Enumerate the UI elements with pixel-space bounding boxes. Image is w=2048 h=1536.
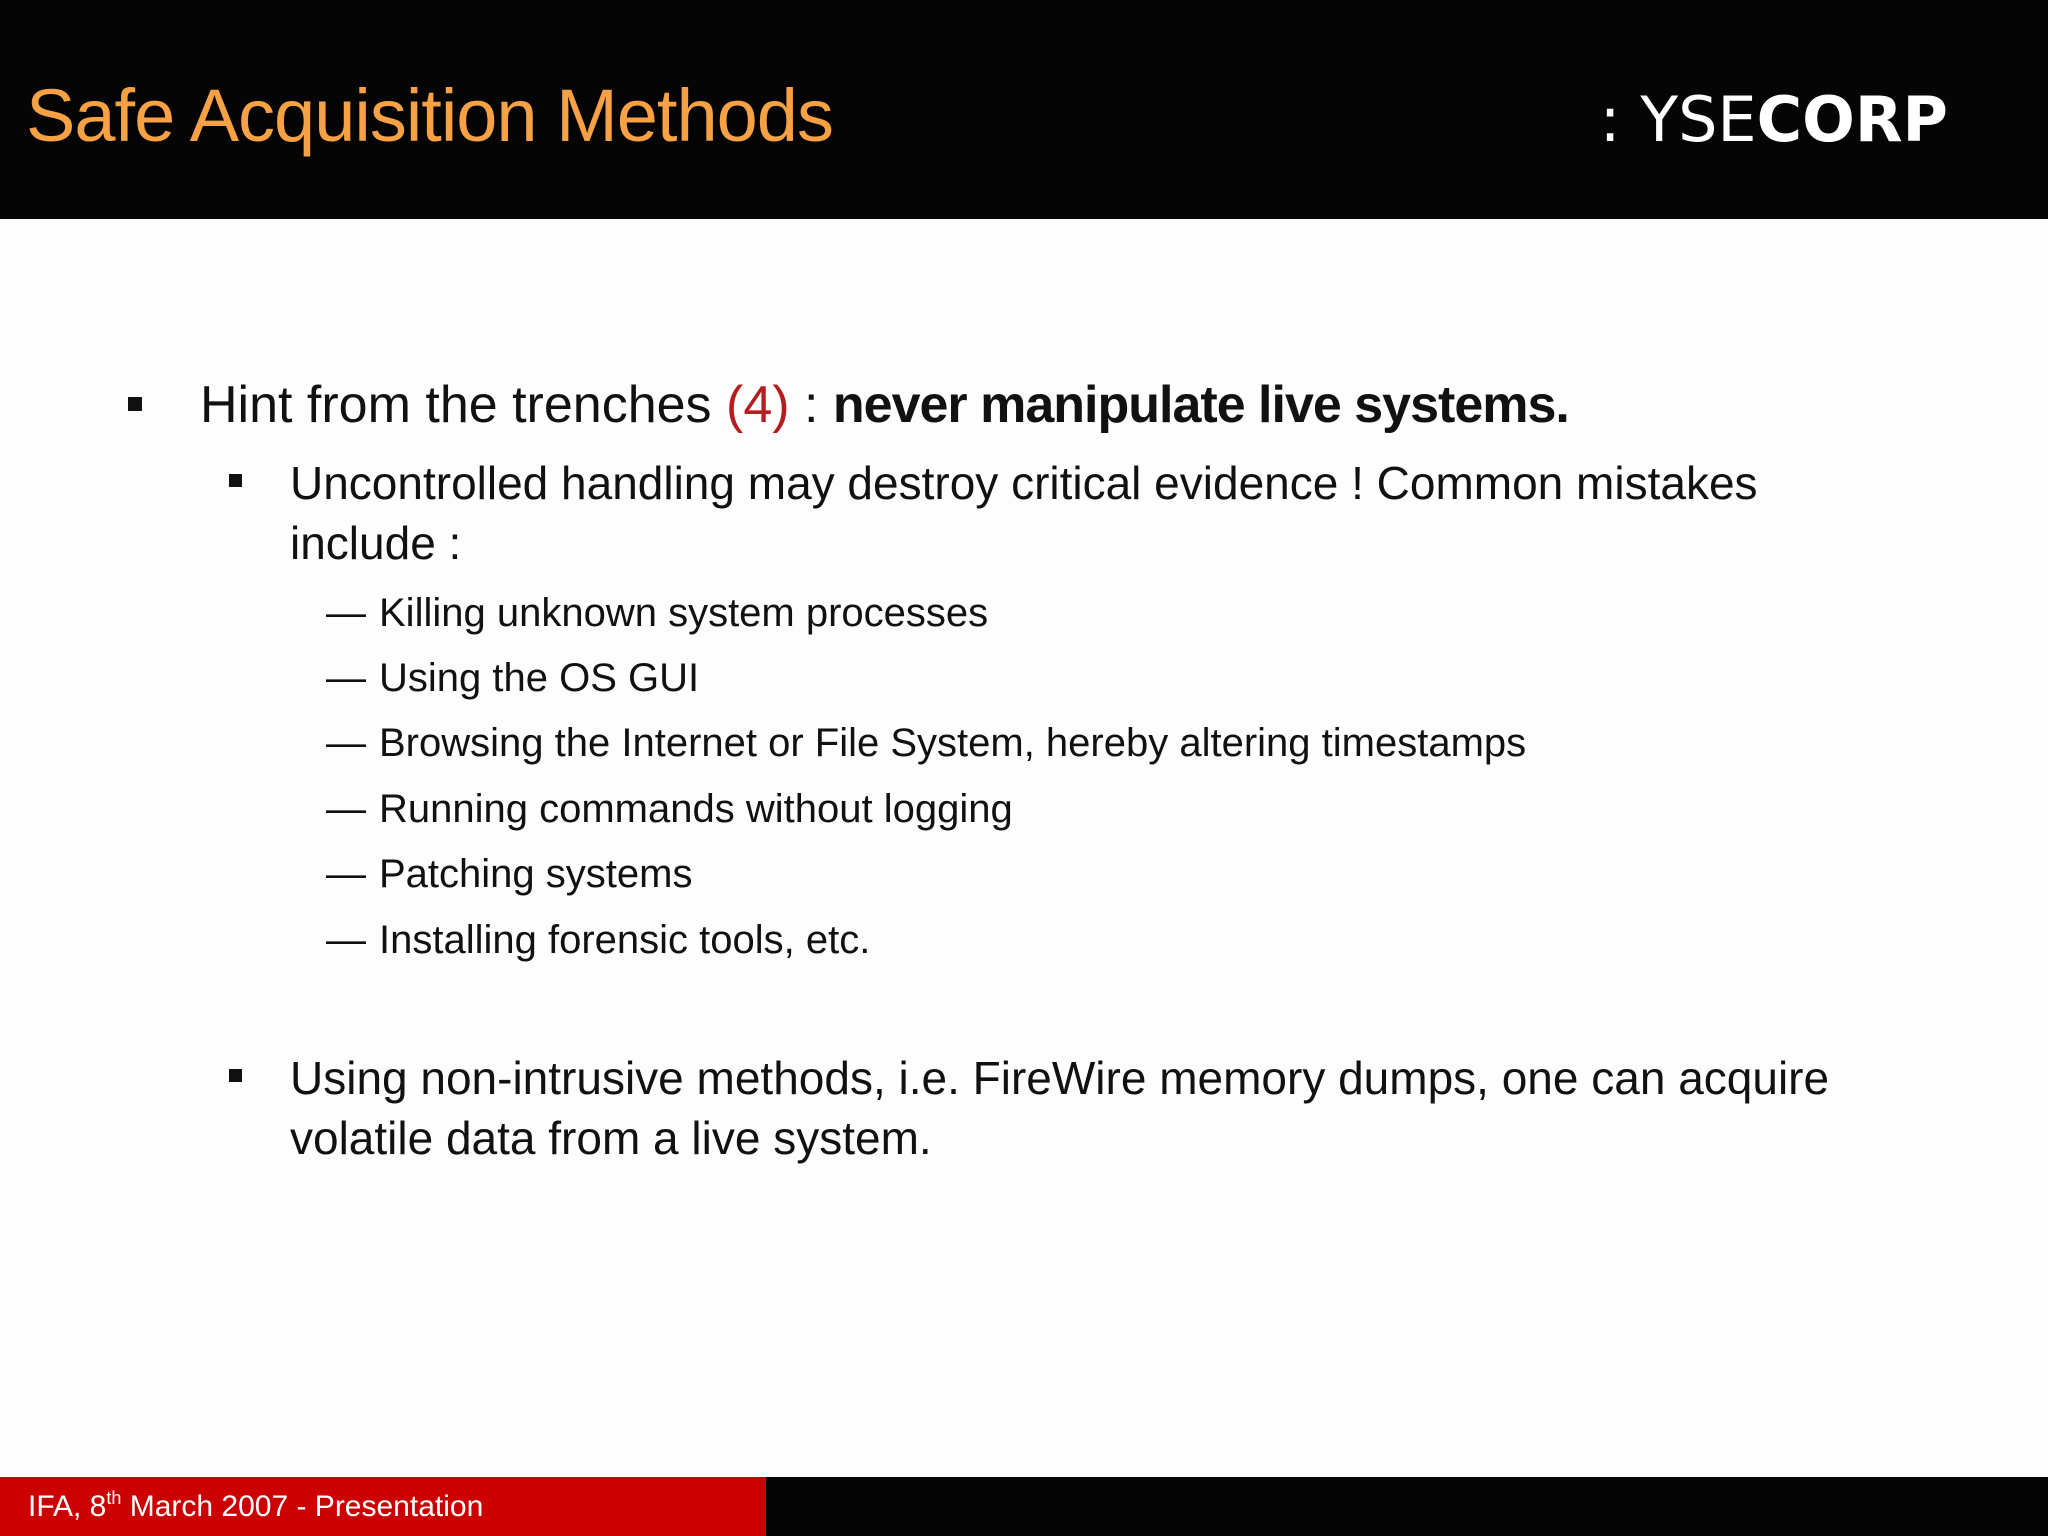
footer-sup: th: [106, 1488, 122, 1508]
mistake-item: Patching systems: [379, 852, 693, 896]
dash-icon: —: [326, 656, 366, 700]
main-bullet-sep: :: [789, 376, 833, 434]
main-bullet-emphasis: never manipulate live systems.: [832, 376, 1569, 434]
sub-bullet-2-line-1: Using non-intrusive methods, i.e. FireWire memory dumps, one can acquire: [290, 1052, 1830, 1104]
footer-suffix: March 2007 - Presentation: [121, 1490, 484, 1523]
dash-icon: —: [326, 787, 366, 831]
square-bullet-icon: [128, 397, 142, 411]
logo-bold: CORP: [1756, 83, 1948, 156]
mistake-item: Browsing the Internet or File System, hereby altering timestamps: [379, 721, 1527, 765]
dash-icon: —: [326, 591, 366, 635]
footer-text: [28, 1488, 483, 1526]
slide-title: Safe Acquisition Methods: [26, 74, 833, 157]
mistake-item: Installing forensic tools, etc.: [379, 918, 871, 962]
main-bullet-number: (4): [726, 376, 790, 434]
dash-icon: —: [326, 852, 366, 896]
dash-icon: —: [326, 721, 366, 765]
sub-bullet-1-line-2: include :: [290, 517, 462, 569]
dash-icon: —: [326, 918, 366, 962]
main-bullet-lead: Hint from the trenches: [200, 376, 726, 434]
footer-prefix: IFA, 8: [28, 1490, 107, 1523]
mistake-item: Using the OS GUI: [379, 656, 700, 700]
main-bullet: [200, 372, 1569, 438]
logo-prefix: : YSE: [1599, 83, 1757, 156]
mistake-item: Killing unknown system processes: [379, 591, 989, 635]
mistake-item: Running commands without logging: [379, 787, 1013, 831]
sub-bullet-2-line-2: volatile data from a live system.: [290, 1112, 932, 1164]
square-bullet-icon: [229, 1069, 242, 1082]
sub-bullet-1-line-1: Uncontrolled handling may destroy critical evidence ! Common mistakes: [290, 457, 1758, 509]
ysecorp-logo: [1600, 82, 1948, 158]
square-bullet-icon: [229, 474, 242, 487]
